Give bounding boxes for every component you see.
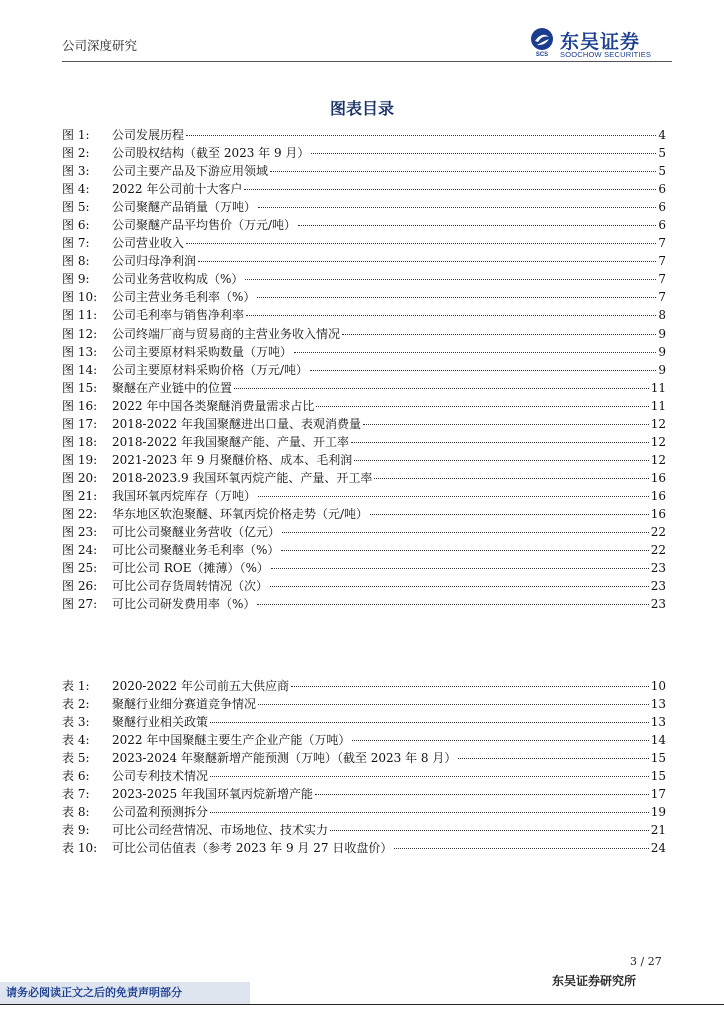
- figure-entry-title: 可比公司存货周转情况（次）: [112, 579, 269, 594]
- figure-entry-page: 23: [650, 579, 666, 594]
- dot-leader: [282, 532, 649, 533]
- figure-entry-title: 公司归母净利润: [112, 254, 197, 269]
- figure-entry[interactable]: [62, 234, 666, 252]
- dot-leader: [270, 171, 656, 172]
- figure-entry[interactable]: [62, 198, 666, 216]
- figure-entry[interactable]: [62, 469, 666, 487]
- figure-entry-number: 图 5:: [62, 200, 90, 215]
- dot-leader: [330, 830, 649, 831]
- figure-entry-title: 公司聚醚产品销量（万吨）: [112, 200, 257, 215]
- figure-entry-title: 聚醚在产业链中的位置: [112, 380, 233, 395]
- figure-entry-number: 图 19:: [62, 452, 98, 467]
- table-entry[interactable]: [62, 767, 666, 785]
- figure-entry-number: 图 12:: [62, 326, 98, 341]
- dot-leader: [370, 514, 649, 515]
- figure-list: [62, 126, 666, 613]
- table-entry[interactable]: [62, 821, 666, 839]
- figure-entry[interactable]: [62, 144, 666, 162]
- figure-entry-page: 7: [658, 290, 666, 305]
- figure-entry-page: 12: [650, 416, 666, 431]
- figure-entry-page: 9: [658, 344, 666, 359]
- dot-leader: [298, 225, 656, 226]
- table-entry-title: 聚醚行业相关政策: [112, 715, 209, 730]
- dot-leader: [270, 586, 649, 587]
- dot-leader: [342, 334, 656, 335]
- table-entry-title: 2023-2024 年聚醚新增产能预测（万吨）（截至 2023 年 8 月）: [112, 751, 457, 766]
- table-entry[interactable]: [62, 677, 666, 695]
- figure-entry[interactable]: [62, 415, 666, 433]
- section-label: 公司深度研究: [62, 38, 138, 53]
- figure-entry-page: 9: [658, 326, 666, 341]
- table-entry[interactable]: [62, 839, 666, 857]
- dot-leader: [234, 388, 649, 389]
- figure-entry-page: 4: [658, 128, 666, 142]
- dot-leader: [351, 442, 649, 443]
- figure-entry[interactable]: [62, 180, 666, 198]
- dot-leader: [210, 722, 649, 723]
- dot-leader: [374, 478, 648, 479]
- figure-entry-number: 图 23:: [62, 525, 98, 540]
- figure-entry-title: 公司终端厂商与贸易商的主营业务收入情况: [112, 326, 341, 341]
- dot-leader: [258, 496, 649, 497]
- figure-entry-number: 图 7:: [62, 236, 90, 251]
- table-entry-number: 表 1:: [62, 679, 90, 693]
- figure-entry-number: 图 11:: [62, 308, 98, 323]
- figure-entry[interactable]: [62, 325, 666, 343]
- figure-entry-page: 22: [650, 543, 666, 558]
- figure-entry-number: 图 16:: [62, 398, 98, 413]
- figure-entry-page: 12: [650, 434, 666, 449]
- footer-institute: 东吴证券研究所: [552, 974, 637, 988]
- figure-entry-number: 图 10:: [62, 290, 98, 305]
- table-entry-page: 10: [650, 679, 666, 693]
- table-entry[interactable]: [62, 731, 666, 749]
- figure-entry-page: 6: [658, 182, 666, 197]
- figure-entry-number: 图 26:: [62, 579, 98, 594]
- figure-entry-number: 图 3:: [62, 164, 90, 179]
- soochow-logo-icon: [528, 27, 556, 57]
- figure-entry-title: 2022 年中国各类聚醚消费量需求占比: [112, 398, 315, 413]
- dot-leader: [246, 315, 656, 316]
- table-entry-title: 2023-2025 年我国环氧丙烷新增产能: [112, 787, 313, 802]
- figure-entry-title: 公司主营业务毛利率（%）: [112, 290, 256, 305]
- figure-entry-page: 22: [650, 525, 666, 540]
- table-entry-number: 表 9:: [62, 823, 90, 838]
- figure-entry-title: 公司聚醚产品平均售价（万元/吨）: [112, 218, 297, 233]
- figure-entry[interactable]: [62, 397, 666, 415]
- figure-entry-title: 公司主要产品及下游应用领域: [112, 164, 269, 179]
- dot-leader: [186, 135, 656, 136]
- table-entry-title: 可比公司经营情况、市场地位、技术实力: [112, 823, 329, 838]
- figure-entry-title: 公司业务营收构成（%）: [112, 272, 244, 287]
- page-title: 图表目录: [329, 99, 394, 118]
- figure-entry-page: 16: [650, 506, 666, 521]
- dot-leader: [394, 848, 648, 849]
- dot-leader: [294, 352, 656, 353]
- figure-entry[interactable]: [62, 126, 666, 144]
- figure-entry-title: 可比公司 ROE（摊薄）（%）: [112, 561, 269, 576]
- footer-strip: [0, 1007, 724, 1024]
- dot-leader: [352, 740, 648, 741]
- figure-entry-page: 5: [658, 146, 666, 161]
- table-list: [62, 677, 666, 857]
- table-entry[interactable]: [62, 803, 666, 821]
- figure-entry-page: 12: [650, 452, 666, 467]
- table-entry-page: 15: [650, 751, 666, 766]
- dot-leader: [258, 207, 656, 208]
- figure-entry[interactable]: [62, 451, 666, 469]
- table-entry-page: 15: [650, 769, 666, 784]
- figure-entry[interactable]: [62, 559, 666, 577]
- figure-entry-page: 11: [650, 398, 666, 413]
- figure-entry-page: 8: [658, 308, 666, 323]
- dot-leader: [186, 243, 656, 244]
- figure-entry-number: 图 25:: [62, 561, 98, 576]
- figure-entry-title: 可比公司研发费用率（%）: [112, 597, 256, 612]
- figure-entry-title: 2018-2022 年我国聚醚产能、产量、开工率: [112, 434, 349, 449]
- footer-divider: [0, 1004, 724, 1005]
- figure-entry-number: 图 13:: [62, 344, 98, 359]
- figure-entry[interactable]: [62, 379, 666, 397]
- figure-entry-page: 23: [650, 561, 666, 576]
- figure-entry[interactable]: [62, 505, 666, 523]
- dot-leader: [257, 604, 648, 605]
- figure-entry[interactable]: [62, 433, 666, 451]
- table-entry-page: 13: [650, 715, 666, 730]
- dot-leader: [316, 406, 648, 407]
- table-entry-number: 表 4:: [62, 733, 90, 748]
- figure-entry-title: 公司毛利率与销售净利率: [112, 308, 245, 323]
- dot-leader: [245, 279, 656, 280]
- figure-entry-page: 16: [650, 488, 666, 503]
- brand-logo: [528, 27, 673, 61]
- figure-entry[interactable]: [62, 361, 666, 379]
- figure-entry-page: 16: [650, 470, 666, 485]
- figure-entry-title: 公司股权结构（截至 2023 年 9 月）: [112, 146, 310, 161]
- figure-entry[interactable]: [62, 306, 666, 324]
- figure-entry[interactable]: [62, 343, 666, 361]
- table-entry-title: 2020-2022 年公司前五大供应商: [112, 679, 289, 693]
- figure-entry-title: 公司发展历程: [112, 128, 185, 142]
- dot-leader: [291, 686, 649, 687]
- figure-entry-number: 图 14:: [62, 362, 98, 377]
- brand-name-en: SOOCHOW SECURITIES: [560, 50, 652, 59]
- figure-entry[interactable]: [62, 252, 666, 270]
- table-entry-title: 2022 年中国聚醚主要生产企业产能（万吨）: [112, 733, 351, 748]
- figure-entry-number: 图 6:: [62, 218, 90, 233]
- figure-entry-title: 2018-2022 年我国聚醚进出口量、表观消费量: [112, 416, 361, 431]
- table-entry-page: 13: [650, 697, 666, 712]
- figure-entry-title: 华东地区软泡聚醚、环氧丙烷价格走势（元/吨）: [112, 506, 369, 521]
- figure-entry-number: 图 20:: [62, 470, 98, 485]
- figure-entry-number: 图 4:: [62, 182, 90, 197]
- table-entry[interactable]: [62, 749, 666, 767]
- table-entry-title: 可比公司估值表（参考 2023 年 9 月 27 日收盘价）: [112, 841, 393, 856]
- figure-entry-number: 图 9:: [62, 272, 90, 287]
- table-entry-number: 表 5:: [62, 751, 90, 766]
- figure-entry-number: 图 2:: [62, 146, 90, 161]
- dot-leader: [315, 794, 649, 795]
- table-entry-number: 表 3:: [62, 715, 90, 730]
- figure-entry-number: 图 22:: [62, 506, 98, 521]
- figure-entry-title: 2018-2023.9 我国环氧丙烷产能、产量、开工率: [112, 470, 373, 485]
- figure-entry[interactable]: [62, 288, 666, 306]
- figure-entry-title: 2021-2023 年 9 月聚醚价格、成本、毛利润: [112, 452, 353, 467]
- figure-entry-page: 9: [658, 362, 666, 377]
- dot-leader: [210, 776, 649, 777]
- dot-leader: [271, 568, 649, 569]
- table-entry-title: 公司盈利预测拆分: [112, 805, 209, 820]
- table-entry-number: 表 7:: [62, 787, 90, 802]
- dot-leader: [354, 460, 649, 461]
- figure-entry-number: 图 8:: [62, 254, 90, 269]
- dot-leader: [258, 704, 649, 705]
- dot-leader: [244, 189, 656, 190]
- figure-entry-number: 图 15:: [62, 380, 98, 395]
- figure-entry-title: 2022 年公司前十大客户: [112, 182, 243, 197]
- figure-entry-number: 图 17:: [62, 416, 98, 431]
- table-entry-number: 表 8:: [62, 805, 90, 820]
- figure-entry-title: 公司主要原材料采购价格（万元/吨）: [112, 362, 309, 377]
- table-entry-page: 14: [650, 733, 666, 748]
- header-divider: [62, 61, 672, 62]
- table-entry-number: 表 6:: [62, 769, 90, 784]
- figure-entry-page: 7: [658, 236, 666, 251]
- figure-entry-page: 5: [658, 164, 666, 179]
- figure-entry[interactable]: [62, 162, 666, 180]
- figure-entry[interactable]: [62, 577, 666, 595]
- table-entry-number: 表 2:: [62, 697, 90, 712]
- figure-entry-title: 公司营业收入: [112, 236, 185, 251]
- figure-entry-title: 可比公司聚醚业务毛利率（%）: [112, 543, 280, 558]
- brand-mark: SCS: [535, 52, 549, 57]
- brand-name-cn: 东吴证券: [560, 31, 641, 53]
- figure-entry-page: 6: [658, 218, 666, 233]
- figure-entry-number: 图 21:: [62, 488, 98, 503]
- page-number: 3 / 27: [630, 955, 662, 968]
- table-entry-page: 21: [650, 823, 666, 838]
- figure-entry[interactable]: [62, 216, 666, 234]
- figure-entry-number: 图 27:: [62, 597, 98, 612]
- figure-entry-page: 7: [658, 254, 666, 269]
- table-entry[interactable]: [62, 695, 666, 713]
- dot-leader: [281, 550, 648, 551]
- dot-leader: [210, 812, 649, 813]
- table-entry-page: 19: [650, 805, 666, 820]
- figure-entry-page: 6: [658, 200, 666, 215]
- figure-entry-number: 图 1:: [62, 128, 90, 142]
- figure-entry-page: 7: [658, 272, 666, 287]
- footer-disclaimer[interactable]: 请务必阅读正文之后的免责声明部分: [0, 982, 250, 1004]
- figure-entry-title: 公司主要原材料采购数量（万吨）: [112, 344, 293, 359]
- table-entry[interactable]: [62, 785, 666, 803]
- figure-entry-title: 可比公司聚醚业务营收（亿元）: [112, 525, 281, 540]
- figure-entry-number: 图 24:: [62, 543, 98, 558]
- figure-entry-page: 23: [650, 597, 666, 612]
- figure-entry-number: 图 18:: [62, 434, 98, 449]
- dot-leader: [257, 297, 656, 298]
- figure-entry[interactable]: [62, 270, 666, 288]
- figure-entry[interactable]: [62, 541, 666, 559]
- table-entry-title: 聚醚行业细分赛道竞争情况: [112, 697, 257, 712]
- dot-leader: [311, 153, 656, 154]
- table-entry[interactable]: [62, 713, 666, 731]
- figure-entry[interactable]: [62, 595, 666, 613]
- table-entry-number: 表 10:: [62, 841, 98, 856]
- figure-entry-page: 11: [650, 380, 666, 395]
- dot-leader: [198, 261, 656, 262]
- figure-entry[interactable]: [62, 487, 666, 505]
- table-entry-page: 17: [650, 787, 666, 802]
- dot-leader: [310, 370, 656, 371]
- dot-leader: [458, 758, 648, 759]
- dot-leader: [363, 424, 649, 425]
- figure-entry[interactable]: [62, 523, 666, 541]
- figure-entry-title: 我国环氧丙烷库存（万吨）: [112, 488, 257, 503]
- table-entry-title: 公司专利技术情况: [112, 769, 209, 784]
- table-entry-page: 24: [650, 841, 666, 856]
